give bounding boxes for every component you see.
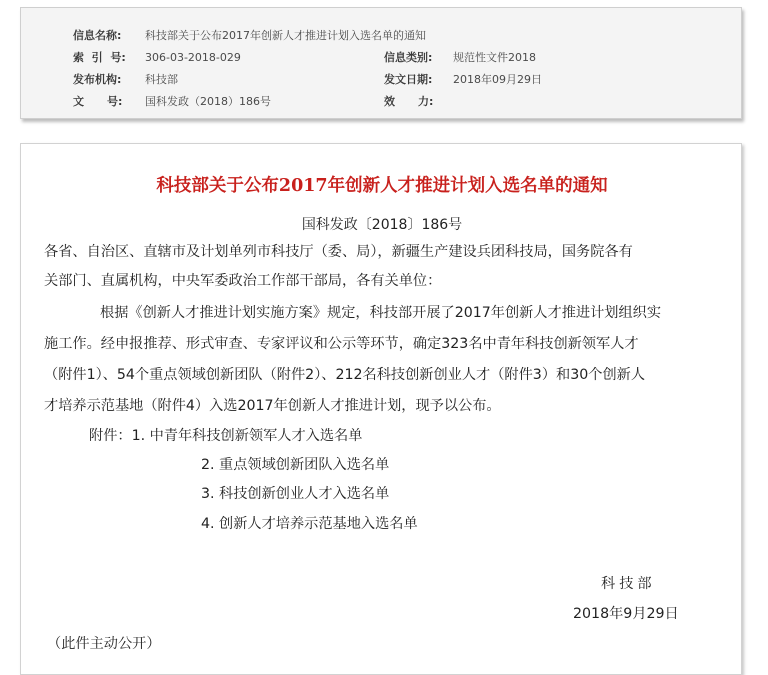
document-body xyxy=(20,143,742,675)
signature-date: 2018年9月29日 xyxy=(573,606,679,622)
issuer-signature: 科技部 xyxy=(601,576,656,592)
info-category-label: 信息类别: xyxy=(384,51,433,64)
info-date-label: 发文日期: xyxy=(384,73,433,86)
info-validity-label: 效 力: xyxy=(384,95,434,108)
document-title: 科技部关于公布2017年创新人才推进计划入选名单的通知 xyxy=(156,176,608,196)
info-index-value: 306-03-2018-029 xyxy=(145,51,241,64)
info-title-label: 信息名称: xyxy=(73,29,122,42)
info-issuer-label: 发布机构: xyxy=(73,73,122,86)
body-line-4: 才培养示范基地（附件4）入选2017年创新人才推进计划，现予以公布。 xyxy=(44,398,501,414)
info-row-title xyxy=(21,25,741,47)
attachment-item-1: 附件：1. 中青年科技创新领军人才入选名单 xyxy=(89,428,363,444)
addressee-line-1: 各省、自治区、直辖市及计划单列市科技厅（委、局），新疆生产建设兵团科技局，国务院各有 xyxy=(44,244,633,260)
info-issuer-value: 科技部 xyxy=(145,73,178,86)
info-row-index xyxy=(21,47,741,69)
public-disclosure-note: （此件主动公开） xyxy=(47,636,161,652)
addressee-line-2: 关部门、直属机构，中央军委政治工作部干部局，各有关单位： xyxy=(44,273,442,289)
body-line-1: 根据《创新人才推进计划实施方案》规定，科技部开展了2017年创新人才推进计划组织实 xyxy=(100,305,662,321)
attachment-item-3: 3. 科技创新创业人才入选名单 xyxy=(201,486,390,502)
body-line-2: 施工作。经申报推荐、形式审查、专家评议和公示等环节，确定323名中青年科技创新领军人才 xyxy=(44,336,639,352)
document-number: 国科发政〔2018〕186号 xyxy=(301,217,463,233)
document-info-panel xyxy=(20,7,742,119)
info-title-value: 科技部关于公布2017年创新人才推进计划入选名单的通知 xyxy=(145,29,426,42)
info-docno-label: 文 号: xyxy=(73,95,123,108)
info-category-value: 规范性文件2018 xyxy=(453,51,536,64)
attachment-item-2: 2. 重点领域创新团队入选名单 xyxy=(201,457,390,473)
info-docno-value: 国科发政（2018）186号 xyxy=(145,95,271,108)
info-row-issuer xyxy=(21,69,741,91)
body-line-3: （附件1）、54个重点领域创新团队（附件2）、212名科技创新创业人才（附件3）和30个创新人 xyxy=(44,367,646,383)
attachment-item-4: 4. 创新人才培养示范基地入选名单 xyxy=(201,516,418,532)
info-date-value: 2018年09月29日 xyxy=(453,73,542,86)
info-row-docno xyxy=(21,91,741,113)
info-index-label: 索 引 号: xyxy=(73,51,126,64)
